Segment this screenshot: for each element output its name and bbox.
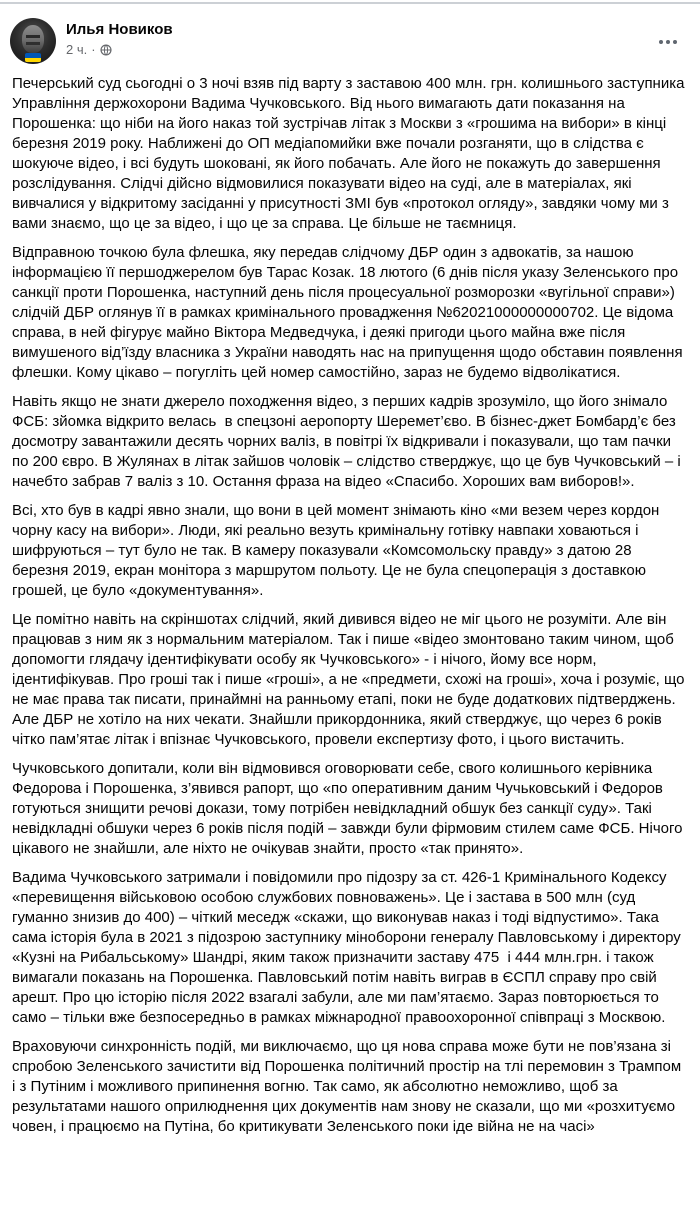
globe-icon <box>100 44 112 56</box>
flag-yellow-stripe <box>25 58 41 63</box>
ukraine-flag <box>25 53 41 62</box>
post-paragraph: Всі, хто був в кадрі явно знали, що вони в цей момент знімають кіно «ми везем через кордон чорну касу на вибори». Люди, які реально везуть кримінальну готівку навпаки ховаються і шифруються – тут було не так. В камеру показували «Комсомольску правду» з датою 28 березня 2019, екран монітора з маршрутом польоту. Це не була спецоперація з доставкою грошей, це було «документування». <box>12 502 664 599</box>
post-paragraph: Вадима Чучковського затримали і повідомили про підозру за ст. 426-1 Кримінального Кодексу «перевищення військовою особою службових повноважень». Це і застава в 500 млн (суд гуманно знизив до 400) – чіткий меседж «скажи, що виконував наказ і тоді відпустимо». Така сама історія була в 2021 з підозрою заступнику міноборони генералу Павловському і директору «Кузні на Рибальському» Шандрі, яким також призначити заставу 475 і 444 млн.грн. і також вимагали показань на Порошенка. Павловський потім навіть виграв в ЄСПЛ справу про свій арешт. Про цю історію після 2022 взагалі забули, але ми пам’ятаємо. Зараз повторюється то само – тільки вже безпосередньо в рамках міжнародної правоохоронної співпраці з Москвою. <box>12 869 685 1026</box>
post-header <box>0 4 700 68</box>
post-paragraph: Навіть якщо не знати джерело походження відео, з перших кадрів зрозуміло, що його знімало ФСБ: зйомка відкрито велась в спецзоні аеропорту Шеремет’єво. В бізнес-джет Бомбард’є без досмотру завантажили десять чорних валіз, в повітрі їх відкривали і показували, що там пачки по 200 євро. В Жулянах в літак зайшов чоловік – слідство стверджує, що це був Чучковський – і начебто забрав 7 валіз з 10. Остання фраза на відео «Спасибо. Хороших вам виборов!». <box>12 393 685 490</box>
author-name[interactable]: Илья Новиков <box>66 21 173 38</box>
header-text <box>66 18 173 58</box>
post-paragraph: Це помітно навіть на скріншотах слідчий, який дивився відео не міг цього не розуміти. Але він працював з ним як з нормальним матеріалом. Так і пише «відео змонтовано таким чином, щоб допомогти глядачу ідентифікувати особу як Чучковського» - і нічого, йому все норм, ідентифікував. Про гроші так і пише «гроші», а не «предмети, схожі на гроші», хоча і розуміє, що не має права так писати, принаймні на ранньому етапі, поки не буде додаткових підтверджень. Але ДБР не хотіло на них чекати. Знайшли прикордонника, який стверджує, що через 6 років чітко пам’ятає літак і впізнає Чучковського, провели експертизу фото, і цього вистачить. <box>12 611 689 748</box>
post-paragraph: Чучковського допитали, коли він відмовився оговорювати себе, свого колишнього керівника Федорова і Порошенка, з’явився рапорт, що «по оперативним даним Чучьковський і Федоров готуються знищити речові докази, тому потрібен невідкладний обшук без санкції суду». Такі невідкладні обшуки через 6 років після подій – завжди були фірмовим стилем саме ФСБ. Нічого цікавого не знайшли, але ніхто не очікував знайти, просто «так принято». <box>12 760 687 857</box>
dot-icon <box>659 40 663 44</box>
post-paragraph: Враховуючи синхронність подій, ми виключаємо, що ця нова справа може бути не пов’язана зі спробою Зеленського зачистити від Порошенка політичний простір на тлі перемовин з Трампом і з Путіним і можливого припинення вогню. Так само, як абсолютно неможливо, щоб за результатами нашого оприлюднення цих документів нам знову не сказали, що ми «розхитуємо човен, і працюємо на Путіна, бо критикувати Зеленського поки іде війна не на часі» <box>12 1038 686 1135</box>
more-options-button[interactable] <box>652 30 684 54</box>
facebook-post <box>0 2 700 1147</box>
dot-icon <box>666 40 670 44</box>
meta-separator: · <box>91 42 96 57</box>
post-paragraph: Печерський суд сьогодні о 3 ночі взяв під варту з заставою 400 млн. грн. колишнього заступника Управління держохорони Вадима Чучковського. Від нього вимагають дати показання на Порошенка: що ніби на його наказ той зустрічав літак з Москви з «грошима на вибори» в кінці березня 2019 року. Наближені до ОП медіапомийки вже почали розганяти, що в слідства є шокуюче відео, і всі будуть шоковані, як його побачать. Але його не покажуть до завершення розслідування. Слідчі дійсно відмовилися показувати відео на суді, але в матеріалах, які вивчалися у відкритому засіданні у присутності ЗМІ був «протокол огляду», завдяки чому ми з вами знаємо, що це за відео, і що це за справа. Це більше не таємниця. <box>12 75 689 232</box>
avatar[interactable] <box>10 18 56 64</box>
post-meta <box>66 42 173 58</box>
timestamp[interactable]: 2 ч. <box>66 42 88 57</box>
avatar-face <box>22 25 44 53</box>
post-body <box>0 68 700 1147</box>
post-paragraph: Відправною точкою була флешка, яку передав слідчому ДБР один з адвокатів, за нашою інформацією її першоджерелом був Тарас Козак. 18 лютого (6 днів після указу Зеленського про санкції проти Порошенка, наступний день після процесуальної розморозки «вугільної справи») слідчій ДБР оглянув її в рамках кримінального провадження №62021000000000702. Це відома справа, в ней фігурує майно Віктора Медведчука, і деякі пригоди цього майна вже після вимушеного від’їзду власника з України наводять нас на припущення щодо обставин появлення флешки. Кому цікаво – погугліть цей номер самостійно, зараз не будемо відволікатися. <box>12 244 687 381</box>
dot-icon <box>673 40 677 44</box>
